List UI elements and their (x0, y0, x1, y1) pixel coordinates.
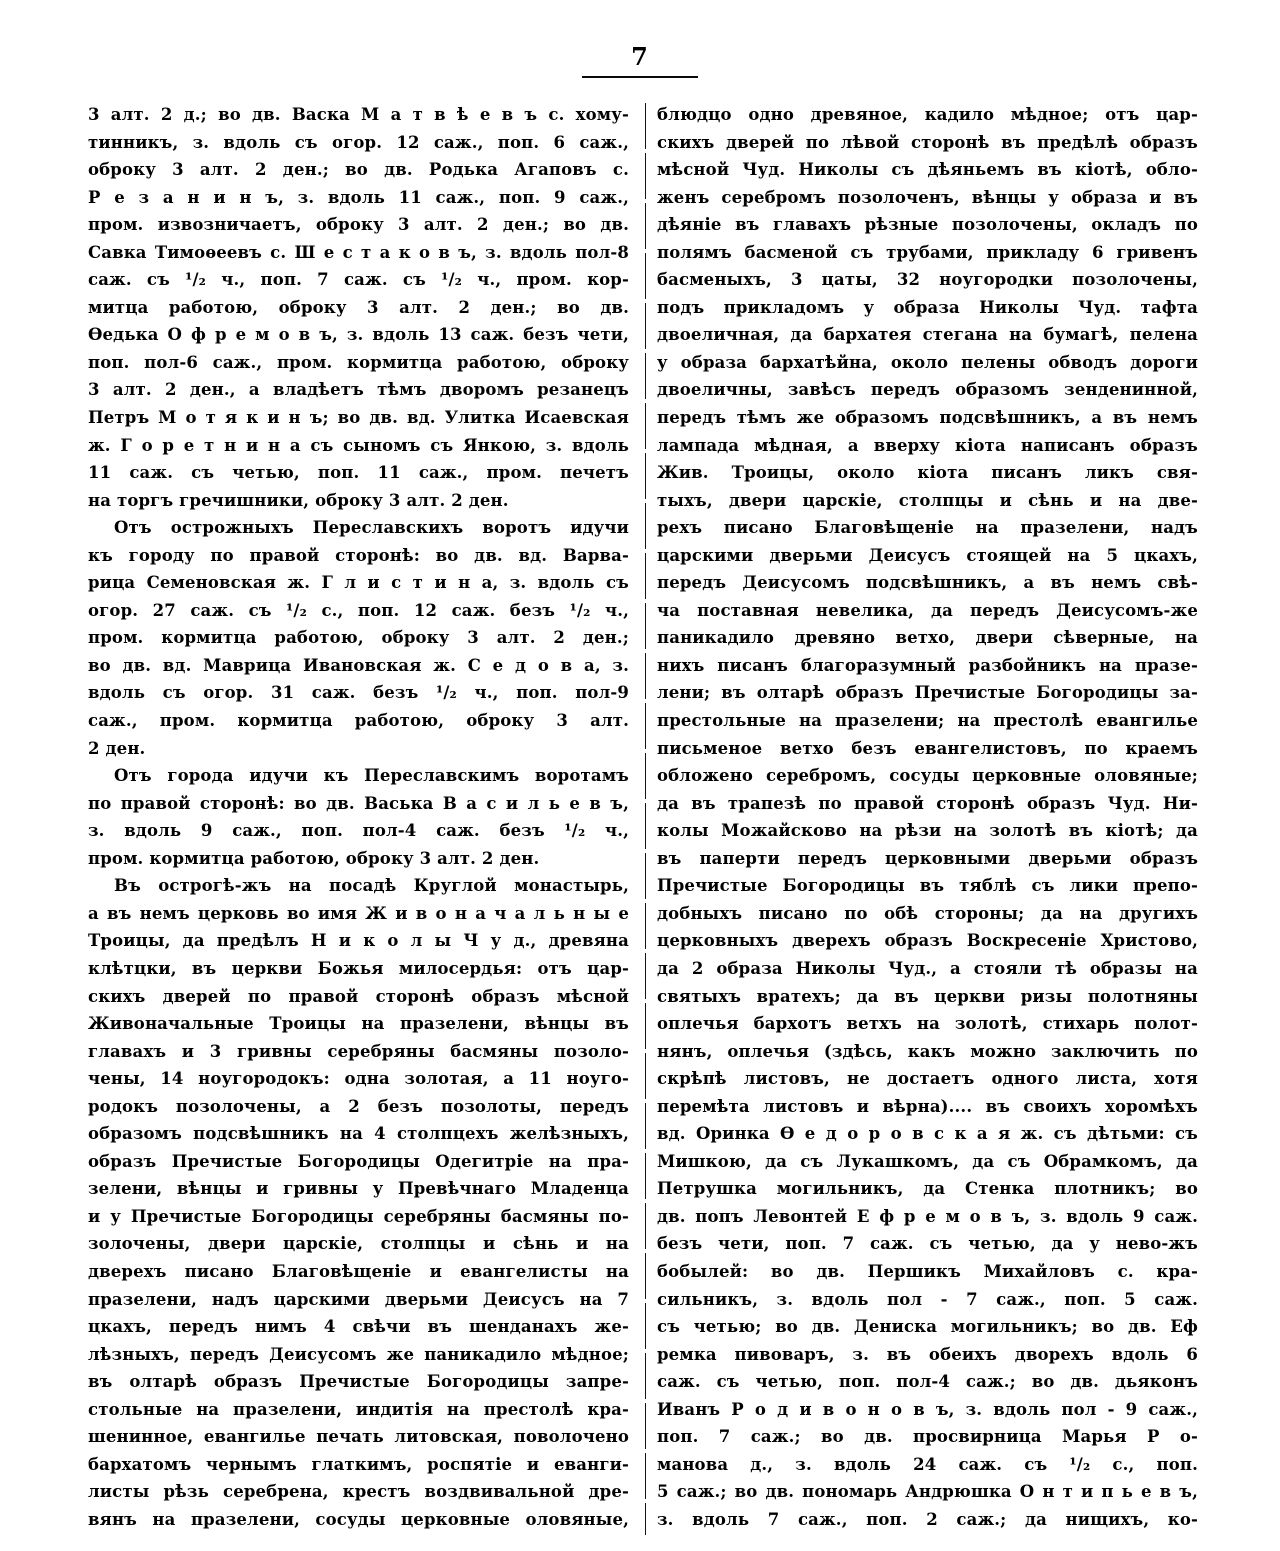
text-line: бобылей: во дв. Першикъ Михайловъ с. кра- (657, 1261, 1198, 1281)
text-line: пром. извозничаетъ, оброку 3 алт. 2 ден.; во дв. (88, 215, 629, 235)
text-line: Жив. Троицы, около кіота писанъ ликъ свя- (657, 463, 1198, 483)
text-line: у образа бархатѣйна, около пелены обводъ дороги (657, 352, 1198, 372)
text-line: передъ Деисусомъ подсвѣшникъ, а въ немъ свѣ- (657, 573, 1198, 593)
text-line: саж., пром. кормитца работою, оброку 3 алт. (88, 711, 629, 731)
text-line: царскими дверьми Деисусъ стоящей на 5 цкахъ, (657, 545, 1198, 565)
text-line: да 2 образа Николы Чуд., а стояли тѣ образы на (657, 958, 1198, 978)
text-line: бархатомъ чернымъ глаткимъ, роспятіе и еванги- (88, 1454, 629, 1474)
text-line: сильникъ, з. вдоль пол - 7 саж., поп. 5 саж. (657, 1289, 1198, 1309)
text-line: обложено серебромъ, сосуды церковные оловяные; (657, 766, 1198, 786)
text-line: стольные на празелени, индитія на престолѣ кра- (88, 1399, 629, 1419)
text-line: въ паперти передъ церковными дверьми образъ (657, 848, 1198, 868)
page-header (0, 44, 1280, 78)
text-line: рехъ писано Благовѣщеніе на празелени, надъ (657, 518, 1198, 538)
text-line: въ олтарѣ образъ Пречистые Богородицы запре- (88, 1372, 629, 1392)
text-line: саж. съ четью, поп. пол-4 саж.; во дв. дьяконъ (657, 1372, 1198, 1392)
text-line: празелени, надъ царскими дверьми Деисусъ на 7 (88, 1289, 629, 1309)
text-line: женъ серебромъ позолоченъ, вѣнцы у образа и въ (657, 187, 1198, 207)
text-line: къ городу по правой сторонѣ: во дв. вд. Варва- (88, 545, 629, 565)
page-number-rule (582, 76, 698, 78)
text-line: скихъ дверей по правой сторонѣ образъ мѣсной (88, 986, 629, 1006)
text-line: святыхъ вратехъ; да въ церкви ризы полотняны (657, 986, 1198, 1006)
text-line: листы рѣзь серебрена, крестъ воздвивальной дре- (88, 1482, 629, 1502)
text-line: лампада мѣдная, а вверху кіота написанъ образъ (657, 435, 1198, 455)
text-line: паникадило древяно ветхо, двери сѣверные, на (657, 628, 1198, 648)
text-line: манова д., з. вдоль 24 саж. съ ¹/₂ с., поп. (657, 1454, 1198, 1474)
page-number: 7 (631, 42, 649, 71)
text-line: 3 алт. 2 ден., а владѣетъ тѣмъ дворомъ резанецъ (88, 380, 629, 400)
text-line: лѣзныхъ, передъ Деисусомъ же паникадило мѣдное; (88, 1344, 629, 1364)
text-line: безъ чети, поп. 7 саж. съ четью, да у нево-жъ (657, 1234, 1198, 1254)
text-line: вдоль съ огор. 31 саж. безъ ¹/₂ ч., поп. пол-9 (88, 683, 629, 703)
text-line: золочены, двери царскіе, столпцы и сѣнь и на (88, 1234, 629, 1254)
text-line: шенинное, евангилье печать литовская, поволочено (88, 1427, 629, 1447)
text-line: поп. 7 саж.; во дв. просвирница Марья Р о- (657, 1427, 1198, 1447)
text-line: Отъ острожныхъ Переславскихъ воротъ идучи (114, 518, 629, 538)
text-line: Петръ М о т я к и н ъ; во дв. вд. Улитка Исаевская (88, 408, 629, 428)
text-line: лени; въ олтарѣ образъ Пречистые Богородицы за- (657, 683, 1198, 703)
text-line: з. вдоль 7 саж., поп. 2 саж.; да нищихъ, ко- (657, 1509, 1198, 1529)
text-line: Петрушка могильникъ, да Стенка плотникъ; во (657, 1179, 1198, 1199)
text-line: вянъ на празелени, сосуды церковные оловяные, (88, 1509, 629, 1529)
text-line: огор. 27 саж. съ ¹/₂ с., поп. 12 саж. безъ ¹/₂ ч., (88, 600, 629, 620)
text-line: оплечья бархотъ ветхъ на золотѣ, стихарь полот- (657, 1014, 1198, 1034)
text-line: нянъ, оплечья (здѣсь, какъ можно заключить по (657, 1041, 1198, 1061)
text-line: дверехъ писано Благовѣщеніе и евангелисты на (88, 1261, 629, 1281)
text-line: пром. кормитца работою, оброку 3 алт. 2 ден.; (88, 628, 629, 648)
text-line: Ѳедька О ф р е м о в ъ, з. вдоль 13 саж. безъ чети, (88, 325, 629, 345)
text-line: тинникъ, з. вдоль съ огор. 12 саж., поп. 6 саж., (88, 132, 629, 152)
text-line: тыхъ, двери царскіе, столпцы и сѣнь и на две- (657, 490, 1198, 510)
text-line: ремка пивоваръ, з. въ обеихъ дворехъ вдоль 6 (657, 1344, 1198, 1364)
text-line: оброку 3 алт. 2 ден.; во дв. Родька Агаповъ с. (88, 160, 629, 180)
text-line: вд. Оринка Ѳ е д о р о в с к а я ж. съ дѣтьми: съ (657, 1124, 1198, 1144)
text-line: саж. съ ¹/₂ ч., поп. 7 саж. съ ¹/₂ ч., пром. кор- (88, 270, 629, 290)
text-line: ча поставная невелика, да передъ Деисусомъ-же (657, 600, 1198, 620)
text-line: передъ тѣмъ же образомъ подсвѣшникъ, а въ немъ (657, 408, 1198, 428)
text-line: церковныхъ дверехъ образъ Воскресеніе Христово, (657, 931, 1198, 951)
text-line: а въ немъ церковь во имя Ж и в о н а ч а л ь н ы е (88, 903, 629, 923)
text-line: пром. кормитца работою, оброку 3 алт. 2 ден. (88, 848, 540, 868)
text-line: двоеличны, завѣсъ передъ образомъ зенденинной, (657, 380, 1198, 400)
text-line: письменое ветхо безъ евангелистовъ, по краемъ (657, 738, 1198, 758)
text-line: полямъ басменой съ трубами, прикладу 6 гривенъ (657, 242, 1198, 262)
text-line: образъ Пречистые Богородицы Одегитріе на пра- (88, 1151, 629, 1171)
text-line: 5 саж.; во дв. пономарь Андрюшка О н т и п ь е в ъ, (657, 1482, 1198, 1502)
text-line: Живоначальные Троицы на празелени, вѣнцы въ (88, 1014, 629, 1034)
text-line: съ четью; во дв. Дениска могильникъ; во дв. Еф (657, 1317, 1198, 1337)
text-line: да въ трапезѣ по правой сторонѣ образъ Чуд. Ни- (657, 793, 1198, 813)
text-line: клѣтцки, въ церкви Божья милосердья: отъ цар- (88, 958, 629, 978)
text-line: чены, 14 ноугородокъ: одна золотая, а 11 ноуго- (88, 1069, 629, 1089)
text-line: перемѣта листовъ и вѣрна).... въ своихъ хоромѣхъ (657, 1096, 1198, 1116)
text-line: по правой сторонѣ: во дв. Васька В а с и л ь е в ъ, (88, 793, 629, 813)
text-line: Пречистые Богородицы въ тяблѣ съ лики препо- (657, 876, 1198, 896)
text-line: престольные на празелени; на престолѣ евангилье (657, 711, 1198, 731)
right-column (657, 101, 1198, 1533)
text-line: Р е з а н и н ъ, з. вдоль 11 саж., поп. 9 саж., (88, 187, 629, 207)
text-line: поп. пол-6 саж., пром. кормитца работою, оброку (88, 352, 629, 372)
text-line: Троицы, да предѣлъ Н и к о л ы Ч у д., древяна (88, 931, 629, 951)
text-line: цкахъ, передъ нимъ 4 свѣчи въ шенданахъ же- (88, 1317, 629, 1337)
text-line: Иванъ Р о д и в о н о в ъ, з. вдоль пол - 9 саж., (657, 1399, 1198, 1419)
text-line: 11 саж. съ четью, поп. 11 саж., пром. печетъ (88, 463, 629, 483)
text-line: и у Пречистые Богородицы серебряны басмяны по- (88, 1206, 629, 1226)
column-divider (645, 103, 646, 1535)
text-line: добныхъ писано по обѣ стороны; да на другихъ (657, 903, 1198, 923)
text-line: на торгъ гречишники, оброку 3 алт. 2 ден. (88, 490, 509, 510)
left-column (88, 101, 629, 1533)
text-line: 2 ден. (88, 738, 146, 758)
text-line: з. вдоль 9 саж., поп. пол-4 саж. безъ ¹/₂ ч., (88, 821, 629, 841)
text-line: родокъ позолочены, а 2 безъ позолоты, передъ (88, 1096, 629, 1116)
text-line: Савка Тимоѳеевъ с. Ш е с т а к о в ъ, з. вдоль пол-8 (88, 242, 629, 262)
text-line: дѣяніе въ главахъ рѣзные позолочены, окладъ по (657, 215, 1198, 235)
text-line: двоеличная, да бархатея стегана на бумагѣ, пелена (657, 325, 1198, 345)
text-line: Мишкою, да съ Лукашкомъ, да съ Обрамкомъ, да (657, 1151, 1198, 1171)
text-line: главахъ и 3 гривны серебряны басмяны позоло- (88, 1041, 629, 1061)
text-line: мѣсной Чуд. Николы съ дѣяньемъ въ кіотѣ, обло- (657, 160, 1198, 180)
text-line: подъ прикладомъ у образа Николы Чуд. тафта (657, 297, 1198, 317)
text-line: скрѣпѣ листовъ, не достаетъ одного листа, хотя (657, 1069, 1198, 1089)
text-line: во дв. вд. Маврица Ивановская ж. С е д о в а, з. (88, 655, 629, 675)
text-line: ж. Г о р е т н и н а съ сыномъ съ Янкою, з. вдоль (88, 435, 629, 455)
text-line: митца работою, оброку 3 алт. 2 ден.; во дв. (88, 297, 629, 317)
text-line: образомъ подсвѣшникъ на 4 столпцехъ желѣзныхъ, (88, 1124, 629, 1144)
text-line: Въ острогѣ-жъ на посадѣ Круглой монастырь, (114, 876, 629, 896)
text-line: зелени, вѣнцы и гривны у Превѣчнаго Младенца (88, 1179, 629, 1199)
text-line: рица Семеновская ж. Г л и с т и н а, з. вдоль съ (88, 573, 629, 593)
text-line: скихъ дверей по лѣвой сторонѣ въ предѣлѣ образъ (657, 132, 1198, 152)
text-line: колы Можайсково на рѣзи на золотѣ въ кіотѣ; да (657, 821, 1198, 841)
text-line: басменыхъ, 3 цаты, 32 ноугородки позолочены, (657, 270, 1198, 290)
text-line: 3 алт. 2 д.; во дв. Васка М а т в ѣ е в ъ с. хому- (88, 105, 629, 124)
text-line: нихъ писанъ благоразумный разбойникъ на празе- (657, 655, 1198, 675)
text-line: дв. попъ Левонтей Е ф р е м о в ъ, з. вдоль 9 саж. (657, 1206, 1198, 1226)
text-line: Отъ города идучи къ Переславскимъ воротамъ (114, 766, 629, 786)
text-line: блюдцо одно древяное, кадило мѣдное; отъ цар- (657, 105, 1198, 124)
